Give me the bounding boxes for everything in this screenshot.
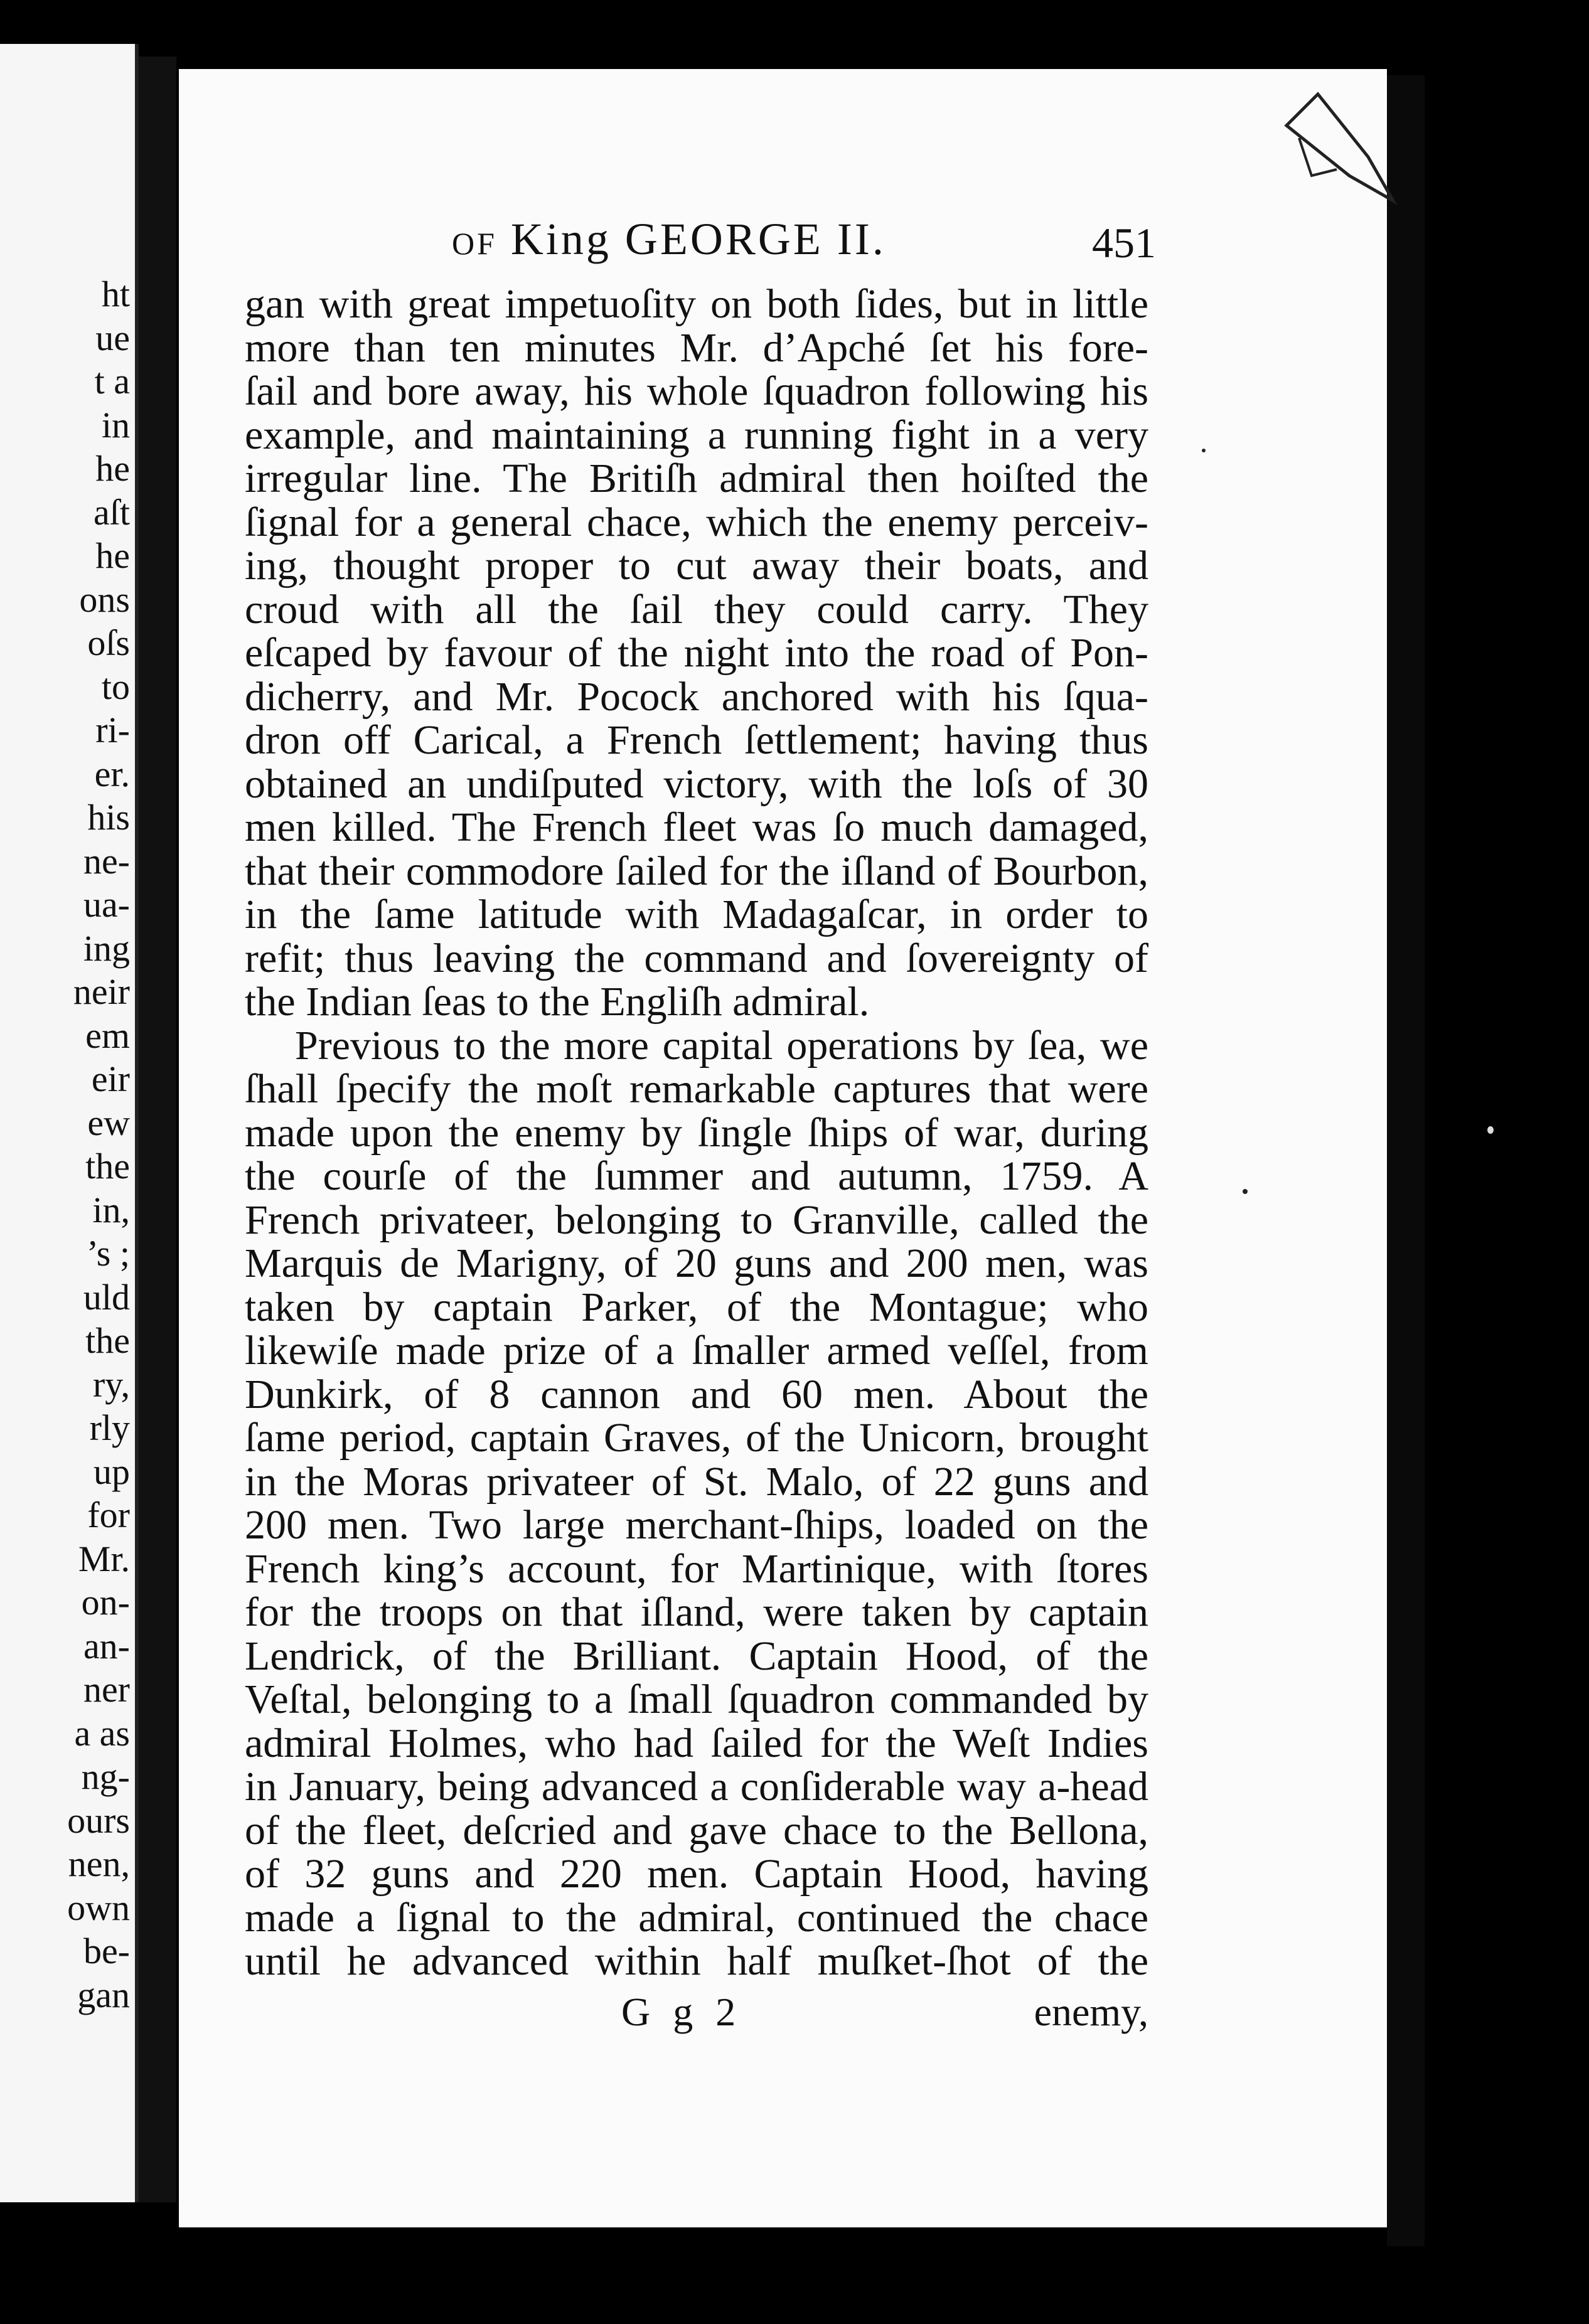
left-page-fragment: ne- (83, 840, 130, 882)
ink-speck (1202, 449, 1206, 452)
text-line: that their commodore ſailed for the iſland of Bourbon, (245, 848, 1148, 894)
text-line: ſignal for a general chace, which the enemy perceiv- (245, 499, 1148, 545)
left-page-fragment: gan (77, 1974, 130, 2015)
left-page-fragment: ue (95, 317, 130, 358)
left-page-fragment: own (67, 1887, 130, 1928)
left-page-fragment: ry, (92, 1363, 130, 1405)
text-line: Lendrick, of the Brilliant. Captain Hood, of the (245, 1633, 1148, 1679)
left-page-fragment: a as (74, 1712, 130, 1754)
left-page-fragment: up (94, 1451, 130, 1492)
text-line: croud with all the ſail they could carry. They (245, 586, 1148, 632)
text-line: Marquis de Marigny, of 20 guns and 200 men, was (245, 1240, 1148, 1286)
header-name: GEORGE II. (624, 214, 886, 264)
left-page-fragment: ng- (81, 1756, 130, 1797)
left-page-fragment: ours (67, 1799, 130, 1841)
text-line: more than ten minutes Mr. d’Apché ſet his fore- (245, 324, 1148, 371)
header-king: King (510, 214, 611, 264)
left-page-fragment: the (85, 1146, 130, 1186)
text-line: gan with great impetuoſity on both ſides, but in little (245, 281, 1148, 327)
page-footer (621, 1989, 1148, 2039)
page-edge-shadow (1387, 75, 1425, 2246)
left-page-fragment: nen, (68, 1843, 130, 1884)
text-line: admiral Holmes, who had ſailed for the Weſt Indies (245, 1720, 1148, 1766)
text-line: ing, thought proper to cut away their boats, and (245, 543, 1148, 589)
ink-speck (1487, 1126, 1494, 1134)
text-line: Previous to the more capital operations by ſea, we (295, 1022, 1148, 1069)
text-line: Dunkirk, of 8 cannon and 60 men. About the (245, 1371, 1148, 1417)
text-line: ſhall ſpecify the moſt remarkable captures that were (245, 1066, 1148, 1112)
left-page-fragment: he (95, 535, 130, 576)
text-line: in the ſame latitude with Madagaſcar, in order to (245, 892, 1148, 937)
text-line: for the troops on that iſland, were taken by captain (245, 1589, 1148, 1635)
text-line: example, and maintaining a running fight in a very (245, 412, 1148, 458)
left-page-fragment: aſt (94, 491, 130, 533)
left-page-fragment: Mr. (78, 1538, 130, 1579)
left-page-fragment: ht (101, 274, 130, 314)
text-line: dicherry, and Mr. Pocock anchored with his ſqua- (245, 673, 1148, 720)
torn-corner-mark (1274, 82, 1399, 220)
text-line: in the Moras privateer of St. Malo, of 22 guns and (245, 1458, 1148, 1505)
text-line: ſail and bore away, his whole ſquadron following his (245, 368, 1148, 414)
text-line: taken by captain Parker, of the Montague; who (245, 1284, 1148, 1330)
text-line: the courſe of the ſummer and autumn, 1759. A (245, 1153, 1148, 1199)
left-page-fragment: ons (79, 578, 130, 620)
left-page-fragment: in (101, 404, 130, 445)
signature-mark: G g 2 (621, 1990, 742, 2034)
left-page-fragment: on- (81, 1582, 130, 1623)
body-text (245, 282, 1148, 1983)
left-page-fragment: he (95, 448, 130, 489)
text-line: made upon the enemy by ſingle ſhips of war, during (245, 1109, 1148, 1156)
text-line: irregular line. The Britiſh admiral then hoiſted the (245, 456, 1148, 501)
text-line: until he advanced within half muſket-ſhot of the (245, 1938, 1148, 1984)
left-page-fragment: ew (87, 1102, 130, 1143)
left-page-fragment: be- (83, 1931, 130, 1971)
left-page-fragment: ’s ; (86, 1233, 130, 1274)
catchword: enemy, (1034, 1990, 1148, 2034)
text-line: refit; thus leaving the command and ſovereignty of (245, 935, 1148, 981)
page-number: 451 (1092, 219, 1156, 267)
left-page-fragment: the (85, 1320, 130, 1361)
left-page-fragment: ing (83, 927, 130, 969)
left-page-fragment: ner (83, 1669, 130, 1710)
header-title (452, 213, 886, 265)
header-prefix: OF (452, 226, 497, 261)
text-line: eſcaped by favour of the night into the road of Pon- (245, 630, 1148, 676)
left-page-fragment: em (85, 1015, 130, 1056)
left-page-fragment: to (101, 666, 130, 707)
left-page-fragment: eir (91, 1058, 130, 1099)
left-facing-page (0, 44, 139, 2202)
text-line: dron off Carical, a French ſettlement; having thus (245, 717, 1148, 763)
left-page-fragment: ri- (95, 710, 130, 750)
left-page-fragment: an- (83, 1625, 130, 1666)
text-line: of 32 guns and 220 men. Captain Hood, having (245, 1851, 1148, 1897)
text-line: French privateer, belonging to Granville, called the (245, 1197, 1148, 1243)
left-page-fragment: er. (94, 753, 130, 794)
book-gutter (139, 56, 176, 2202)
text-line: likewiſe made prize of a ſmaller armed veſſel, from (245, 1328, 1148, 1373)
left-page-fragment: rly (89, 1407, 130, 1448)
text-line: French king’s account, for Martinique, with ſtores (245, 1545, 1148, 1592)
left-page-fragment: in, (92, 1189, 130, 1230)
scan-margin-right (1425, 88, 1589, 2324)
text-line: 200 men. Two large merchant-ſhips, loaded on the (245, 1502, 1148, 1548)
left-page-fragment: t a (94, 361, 130, 402)
text-line: men killed. The French fleet was ſo much damaged, (245, 804, 1148, 850)
left-page-fragment: ua- (83, 884, 130, 925)
left-page-fragment: oſs (87, 622, 130, 663)
ink-speck (1243, 1189, 1248, 1194)
text-line: Veſtal, belonging to a ſmall ſquadron commanded by (245, 1676, 1148, 1722)
text-line: of the fleet, deſcried and gave chace to the Bellona, (245, 1807, 1148, 1853)
text-line: the Indian ſeas to the Engliſh admiral. (245, 979, 870, 1025)
left-page-fragment: for (87, 1495, 130, 1535)
left-page-fragment: uld (83, 1276, 130, 1318)
left-page-fragment: neir (73, 971, 130, 1012)
left-page-fragment: his (87, 797, 130, 838)
text-line: in January, being advanced a conſiderable way a-head (245, 1764, 1148, 1810)
text-line: ſame period, captain Graves, of the Unicorn, brought (245, 1415, 1148, 1461)
text-line: obtained an undiſputed victory, with the loſs of 30 (245, 760, 1148, 807)
text-line: made a ſignal to the admiral, continued the chace (245, 1894, 1148, 1941)
